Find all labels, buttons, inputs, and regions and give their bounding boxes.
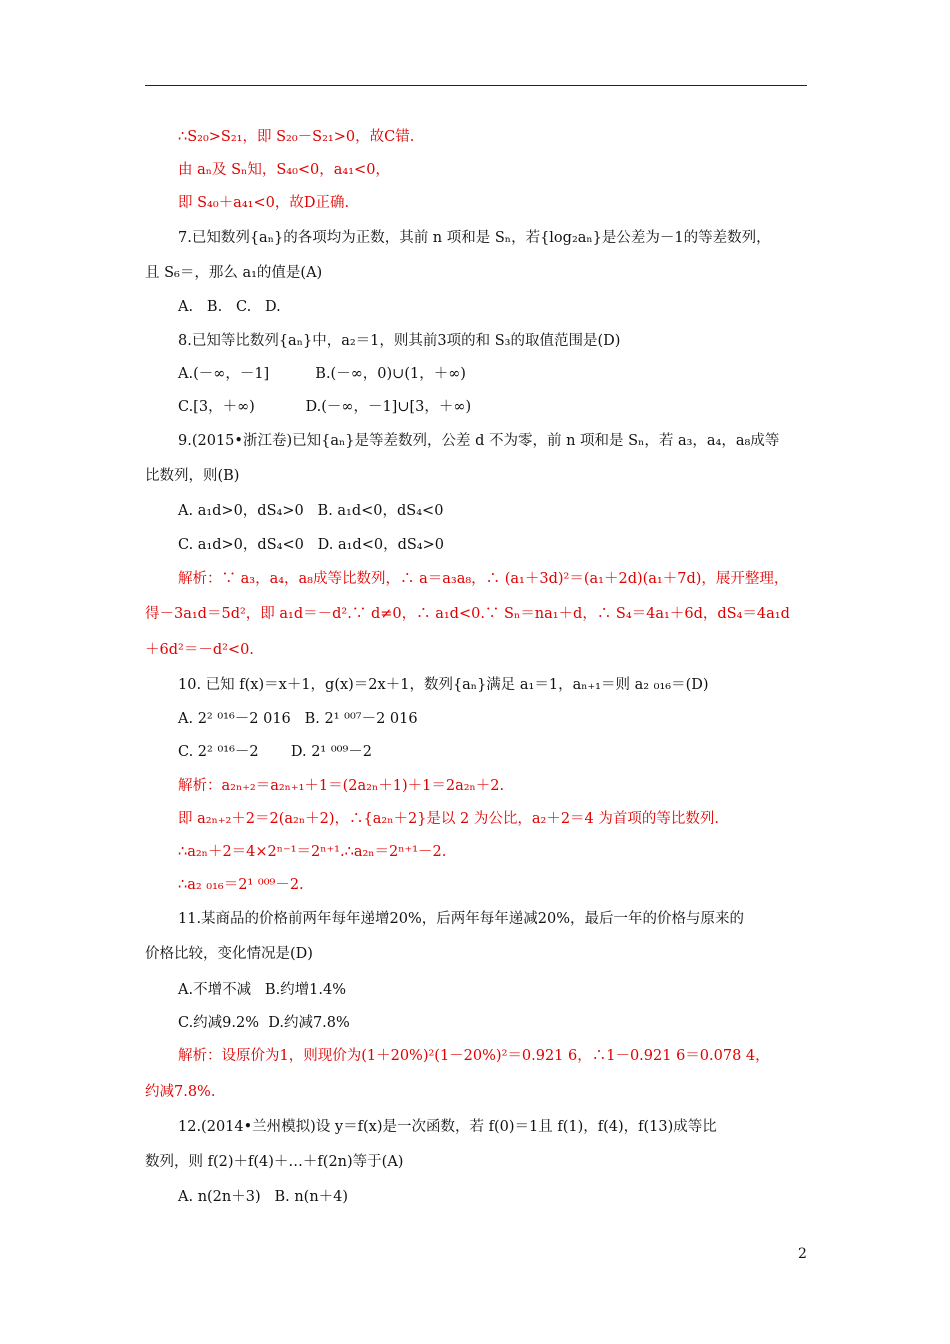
solution-line: ∴a₂ ₀₁₆＝2¹ ⁰⁰⁹－2. <box>178 877 304 893</box>
text-line: 数列，则 f(2)＋f(4)＋…＋f(2n)等于(A) <box>145 1154 404 1170</box>
question-10: 10. 已知 f(x)＝x＋1，g(x)＝2x＋1，数列{aₙ}满足 a₁＝1，aₙ₊₁＝则 a₂ ₀₁₆＝(D) <box>178 677 709 693</box>
solution-line: 解析：a₂ₙ₊₂＝a₂ₙ₊₁＋1＝(2a₂ₙ＋1)＋1＝2a₂ₙ＋2. <box>178 778 505 794</box>
solution-line: 解析：设原价为1，则现价为(1＋20%)²(1－20%)²＝0.921 6，∴1－0.921 6＝0.078 4， <box>178 1048 770 1064</box>
options-line: C.[3，＋∞) D.(－∞，－1]∪[3，＋∞) <box>178 399 472 415</box>
solution-line: 得－3a₁d＝5d²，即 a₁d＝－d².∵ d≠0，∴ a₁d<0.∵ Sₙ＝na₁＋d，∴ S₄＝4a₁＋6d，dS₄＝4a₁d <box>145 606 790 622</box>
options-line: A. B. C. D. <box>178 299 281 315</box>
options-line: C. a₁d>0，dS₄<0 D. a₁d<0，dS₄>0 <box>178 537 444 553</box>
question-7: 7.已知数列{aₙ}的各项均为正数，其前 n 项和是 Sₙ，若{log₂aₙ}是公差为－1的等差数列， <box>178 230 771 246</box>
options-line: A. 2² ⁰¹⁶－2 016 B. 2¹ ⁰⁰⁷－2 016 <box>178 711 418 727</box>
text-line: ∴S₂₀>S₂₁，即 S₂₀－S₂₁>0，故C错. <box>178 129 415 145</box>
solution-line: 解析：∵ a₃，a₄，a₈成等比数列，∴ a＝a₃a₈，∴ (a₁＋3d)²＝(a₁＋2d)(a₁＋7d)，展开整理， <box>178 571 789 587</box>
options-line: C. 2² ⁰¹⁶－2 D. 2¹ ⁰⁰⁹－2 <box>178 744 373 760</box>
text-line: 且 S₆＝，那么 a₁的值是(A) <box>145 265 323 281</box>
solution-line: 约减7.8%. <box>145 1084 216 1100</box>
question-11: 11.某商品的价格前两年每年递增20%，后两年每年递减20%，最后一年的价格与原来的 <box>178 911 745 927</box>
text-line: 由 aₙ及 Sₙ知，S₄₀<0，a₄₁<0， <box>178 162 390 178</box>
options-line: A. n(2n＋3) B. n(n＋4) <box>178 1189 349 1205</box>
text-line: 即 S₄₀＋a₄₁<0，故D正确. <box>178 195 350 211</box>
question-9: 9.(2015•浙江卷)已知{aₙ}是等差数列，公差 d 不为零，前 n 项和是 Sₙ，若 a₃，a₄，a₈成等 <box>178 433 780 449</box>
text-line: 价格比较，变化情况是(D) <box>145 946 313 962</box>
options-line: C.约减9.2% D.约减7.8% <box>178 1015 350 1031</box>
options-line: A.(－∞，－1] B.(－∞，0)∪(1，＋∞) <box>178 366 466 382</box>
solution-line: ∴a₂ₙ＋2＝4×2ⁿ⁻¹＝2ⁿ⁺¹.∴a₂ₙ＝2ⁿ⁺¹－2. <box>178 844 447 860</box>
options-line: A.不增不减 B.约增1.4% <box>178 982 347 998</box>
text-line: 比数列，则(B) <box>145 468 240 484</box>
solution-line: ＋6d²＝－d²<0. <box>145 642 254 658</box>
question-8: 8.已知等比数列{aₙ}中，a₂＝1，则其前3项的和 S₃的取值范围是(D) <box>178 333 621 349</box>
header-rule <box>145 85 807 86</box>
question-12: 12.(2014•兰州模拟)设 y＝f(x)是一次函数，若 f(0)＝1且 f(1)，f(4)，f(13)成等比 <box>178 1119 717 1135</box>
page-number: 2 <box>798 1246 807 1262</box>
solution-line: 即 a₂ₙ₊₂＋2＝2(a₂ₙ＋2)，∴{a₂ₙ＋2}是以 2 为公比，a₂＋2＝4 为首项的等比数列. <box>178 811 720 827</box>
options-line: A. a₁d>0，dS₄>0 B. a₁d<0，dS₄<0 <box>178 503 444 519</box>
